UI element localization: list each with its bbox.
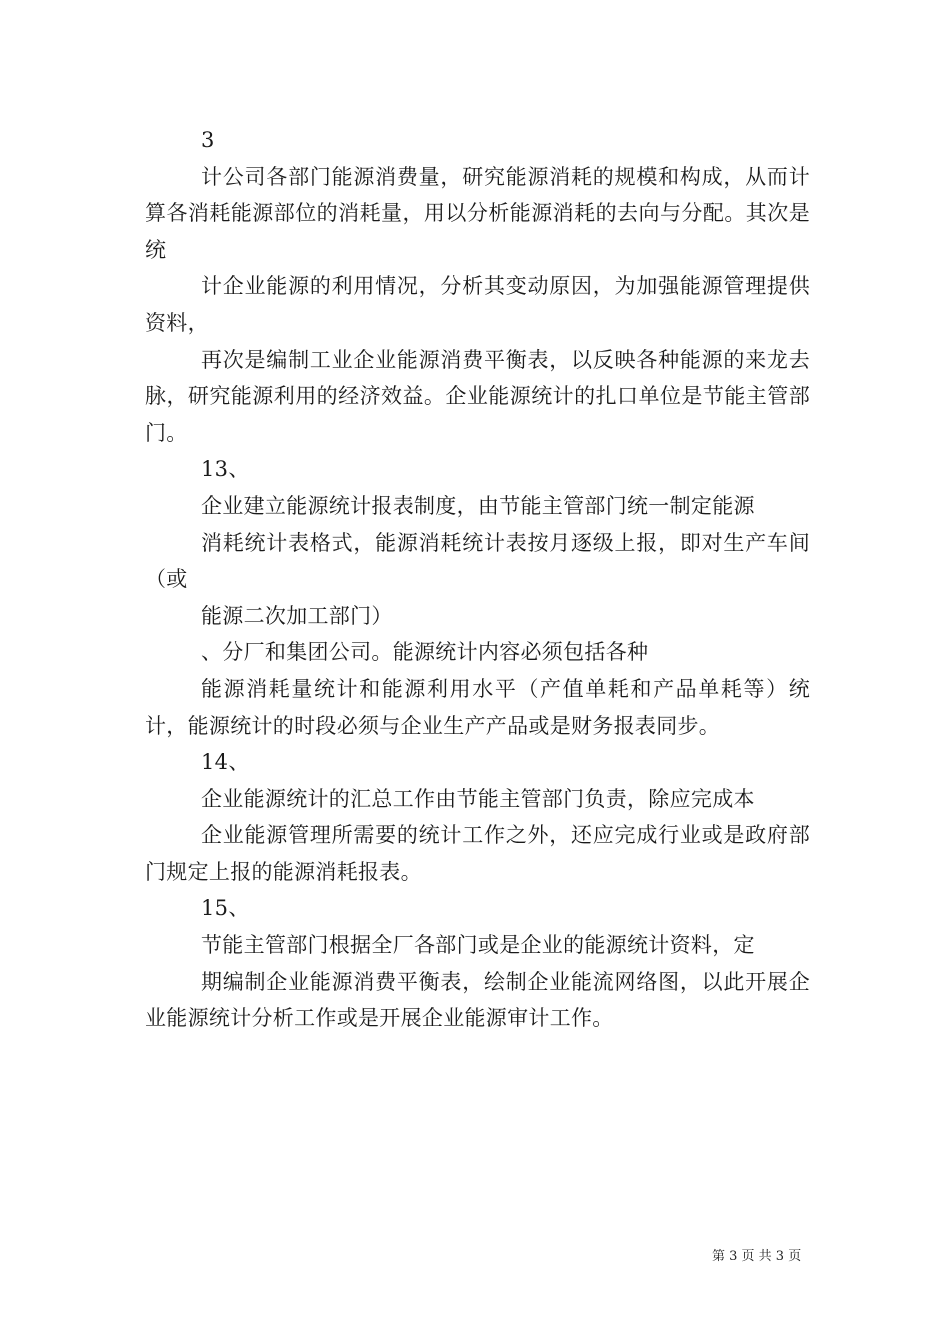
page-indicator: 第 3 页 共 3 页: [712, 1249, 802, 1264]
paragraph: 企业能源统计的汇总工作由节能主管部门负责，除应完成本: [201, 786, 755, 811]
section-number: 15、: [201, 896, 250, 921]
paragraph: 节能主管部门根据全厂各部门或是企业的能源统计资料，定: [201, 933, 755, 958]
paragraph: 计企业能源的利用情况，分析其变动原因，为加强能源管理提供资料，: [145, 274, 810, 335]
paragraph: 期编制企业能源消费平衡表，绘制企业能流网络图，以此开展企业能源统计分析工作或是开展企业能源审计工作。: [145, 969, 810, 1031]
paragraph: 能源二次加工部门）: [201, 603, 393, 628]
paragraph-number: 3: [201, 128, 215, 152]
paragraph: 企业能源管理所需要的统计工作之外，还应完成行业或是政府部门规定上报的能源消耗报表。: [145, 823, 810, 884]
section-number: 13、: [201, 457, 250, 482]
section-number: 14、: [201, 750, 250, 775]
paragraph: 能源消耗量统计和能源利用水平（产值单耗和产品单耗等）统计，能源统计的时段必须与企业生产产品或是财务报表同步。: [145, 676, 810, 738]
paragraph: 再次是编制工业企业能源消费平衡表，以反映各种能源的来龙去脉，研究能源利用的经济效益。企业能源统计的扎口单位是节能主管部门。: [145, 347, 810, 445]
paragraph: 计公司各部门能源消费量，研究能源消耗的规模和构成，从而计算各消耗能源部位的消耗量，用以分析能源消耗的去向与分配。其次是统: [145, 164, 810, 262]
paragraph: 企业建立能源统计报表制度，由节能主管部门统一制定能源: [201, 493, 755, 518]
paragraph: 、分厂和集团公司。能源统计内容必须包括各种: [201, 640, 649, 665]
paragraph: 消耗统计表格式，能源消耗统计表按月逐级上报，即对生产车间（或: [145, 530, 810, 592]
document-body: [145, 122, 810, 1037]
